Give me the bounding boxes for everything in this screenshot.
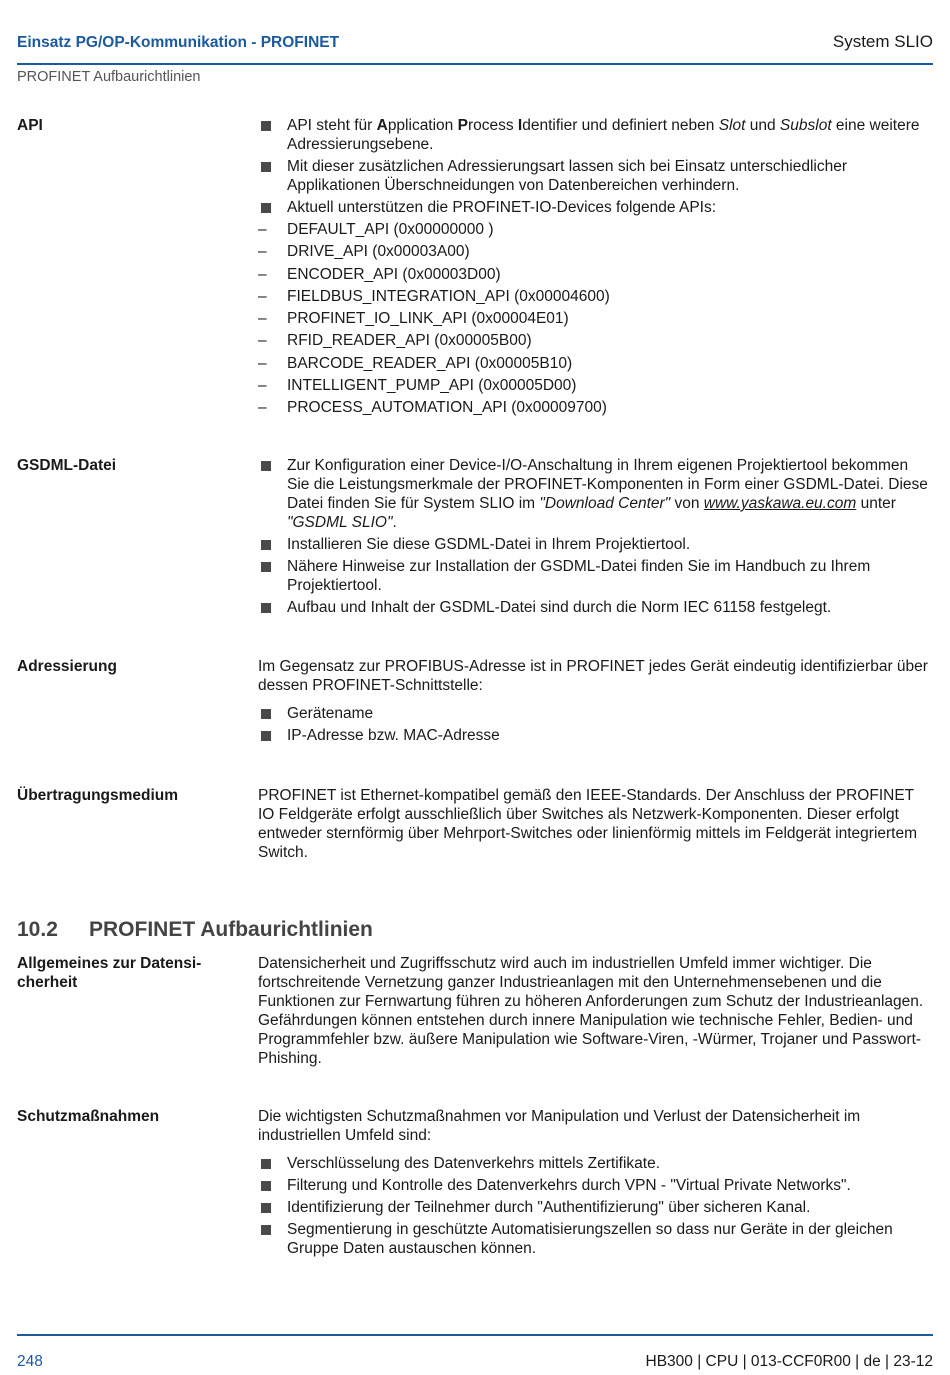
bullet-square-icon (261, 121, 271, 131)
gsdml-label: GSDML-Datei (17, 457, 117, 474)
document-id: HB300 | CPU | 013-CCF0R00 | de | 23-12 (645, 1353, 933, 1370)
medium-text: PROFINET ist Ethernet-kompatibel gemäß den IEEE-Standards. Der Anschluss der PROFINET IO Feldgeräte erfolgt ausschließlich über Switches als Netzwerk-Komponenten. Dieser erfolgt entweder sternförmig über Mehrport-Switches oder linienförmig mittels im Feldgerät integriertem Switch. (258, 787, 918, 861)
addressing-label: Adressierung (17, 658, 117, 675)
bullet-square-icon (261, 562, 271, 572)
list-item: Mit dieser zusätzlichen Adressierungsart lassen sich bei Einsatz unterschiedlicher Applikationen Überschneidungen von Datenbereichen verhindern. (258, 157, 933, 195)
api-list-item: – BARCODE_READER_API (0x00005B10) (258, 354, 573, 372)
protection-intro: Die wichtigsten Schutzmaßnahmen vor Manipulation und Verlust der Datensicherheit im industriellen Umfeld sind: (258, 1108, 861, 1144)
protection-bullet-list (258, 1154, 933, 1258)
list-item: Verschlüsselung des Datenverkehrs mittels Zertifikate. (258, 1154, 933, 1173)
bullet-square-icon (261, 162, 271, 172)
bullet-square-icon (261, 461, 271, 471)
section-subtitle: PROFINET Aufbaurichtlinien (17, 69, 201, 85)
bullet-square-icon (261, 1159, 271, 1169)
product-name: System SLIO (832, 32, 933, 51)
bullet-square-icon (261, 603, 271, 613)
addressing-intro: Im Gegensatz zur PROFIBUS-Adresse ist in PROFINET jedes Gerät eindeutig identifizierbar über dessen PROFINET-Schnittstelle: (258, 658, 928, 694)
api-bullet-list (258, 116, 933, 417)
list-item: IP-Adresse bzw. MAC-Adresse (258, 726, 933, 745)
list-item: Gerätename (258, 704, 933, 723)
security-text: Datensicherheit und Zugriffsschutz wird auch im industriellen Umfeld immer wichtiger. Die fortschreitende Vernetzung ganzer Industrieanlagen mit den Unternehmensebenen und die Funktionen zur Fernwartung führen zu höheren Anforderungen zum Schutz der Industrieanlagen. Gefährdungen können entstehen durch innere Manipulation wie technische Fehler, Bedien- und Programmfehler bzw. äußere Manipulation wie Software-Viren, -Würmer, Trojaner und Passwort-Phishing. (258, 955, 924, 1067)
api-list-item: – DRIVE_API (0x00003A00) (258, 243, 470, 261)
bullet-square-icon (261, 709, 271, 719)
section-heading (17, 920, 373, 939)
section-title: PROFINET Aufbaurichtlinien (89, 918, 373, 941)
api-body (258, 116, 933, 421)
list-item: Segmentierung in geschützte Automatisierungszellen so dass nur Geräte in der gleichen Gruppe Daten austauschen können. (258, 1220, 933, 1258)
yaskawa-link[interactable]: www.yaskawa.eu.com (703, 495, 857, 512)
list-item: Identifizierung der Teilnehmer durch "Authentifizierung" über sicheren Kanal. (258, 1198, 933, 1217)
medium-label: Übertragungsmedium (17, 787, 179, 804)
addressing-body (258, 657, 933, 748)
api-list-item: – FIELDBUS_INTEGRATION_API (0x00004600) (258, 287, 610, 305)
bullet-square-icon (261, 1203, 271, 1213)
api-list-item: – DEFAULT_API (0x00000000 ) (258, 221, 494, 238)
list-item: Nähere Hinweise zur Installation der GSDML-Datei finden Sie im Handbuch zu Ihrem Projektiertool. (258, 557, 933, 595)
bullet-square-icon (261, 203, 271, 213)
api-dash-list (258, 220, 933, 417)
page-number: 248 (17, 1353, 43, 1370)
security-label: Allgemeines zur Datensicherheit (17, 955, 202, 991)
list-item: API steht für Application Process Identifier und definiert neben Slot und Subslot eine weitere Adressierungsebene. (258, 116, 933, 154)
gsdml-bullet-list (258, 456, 933, 617)
addressing-bullet-list (258, 704, 933, 745)
list-item: Aufbau und Inhalt der GSDML-Datei sind durch die Norm IEC 61158 festgelegt. (258, 598, 933, 617)
protection-label: Schutzmaßnahmen (17, 1108, 160, 1125)
list-item: Installieren Sie diese GSDML-Datei in Ihrem Projektiertool. (258, 535, 933, 554)
list-item: Filterung und Kontrolle des Datenverkehrs durch VPN - "Virtual Private Networks". (258, 1176, 933, 1195)
section-number: 10.2 (17, 918, 58, 941)
api-list-item: – INTELLIGENT_PUMP_API (0x00005D00) (258, 377, 577, 395)
footer-divider (17, 1334, 933, 1336)
bullet-square-icon (261, 1181, 271, 1191)
protection-body (258, 1107, 933, 1261)
gsdml-body (258, 456, 933, 620)
api-label: API (17, 117, 43, 134)
api-list-item: – ENCODER_API (0x00003D00) (258, 265, 501, 283)
chapter-title: Einsatz PG/OP-Kommunikation - PROFINET (17, 34, 340, 51)
api-list-item: – PROCESS_AUTOMATION_API (0x00009700) (258, 399, 607, 417)
list-item: Zur Konfiguration einer Device-I/O-Anschaltung in Ihrem eigenen Projektiertool bekommen Sie die Leistungsmerkmale der PROFINET-Komponenten in Form einer GSDML-Datei. Diese Datei finden Sie für System SLIO im "Download Center" von www.yaskawa.eu.com unter "GSDML SLIO". (258, 456, 933, 532)
bullet-square-icon (261, 540, 271, 550)
api-list-item: – PROFINET_IO_LINK_API (0x00004E01) (258, 310, 569, 328)
bullet-square-icon (261, 731, 271, 741)
api-list-item: – RFID_READER_API (0x00005B00) (258, 332, 532, 350)
bullet-square-icon (261, 1225, 271, 1235)
header-divider (17, 63, 933, 65)
list-item: Aktuell unterstützen die PROFINET-IO-Devices folgende APIs: – DEFAULT_API (0x00000000 ) – DRIVE_API (0x00003A00) – ENCODER_API (0x00003D00) – FIELDBUS_INTEGRATION_API (0x00004600) – PROFINET_IO_LINK_API (0x00004E01) – RFID_READER_API (0x00005B00) – BARCODE_READER_API (0x00005B10) – INTELLIGENT_PUMP_API (0x00005D00) – PROCESS_AUTOMATION_API (0x00009700) (258, 198, 933, 417)
